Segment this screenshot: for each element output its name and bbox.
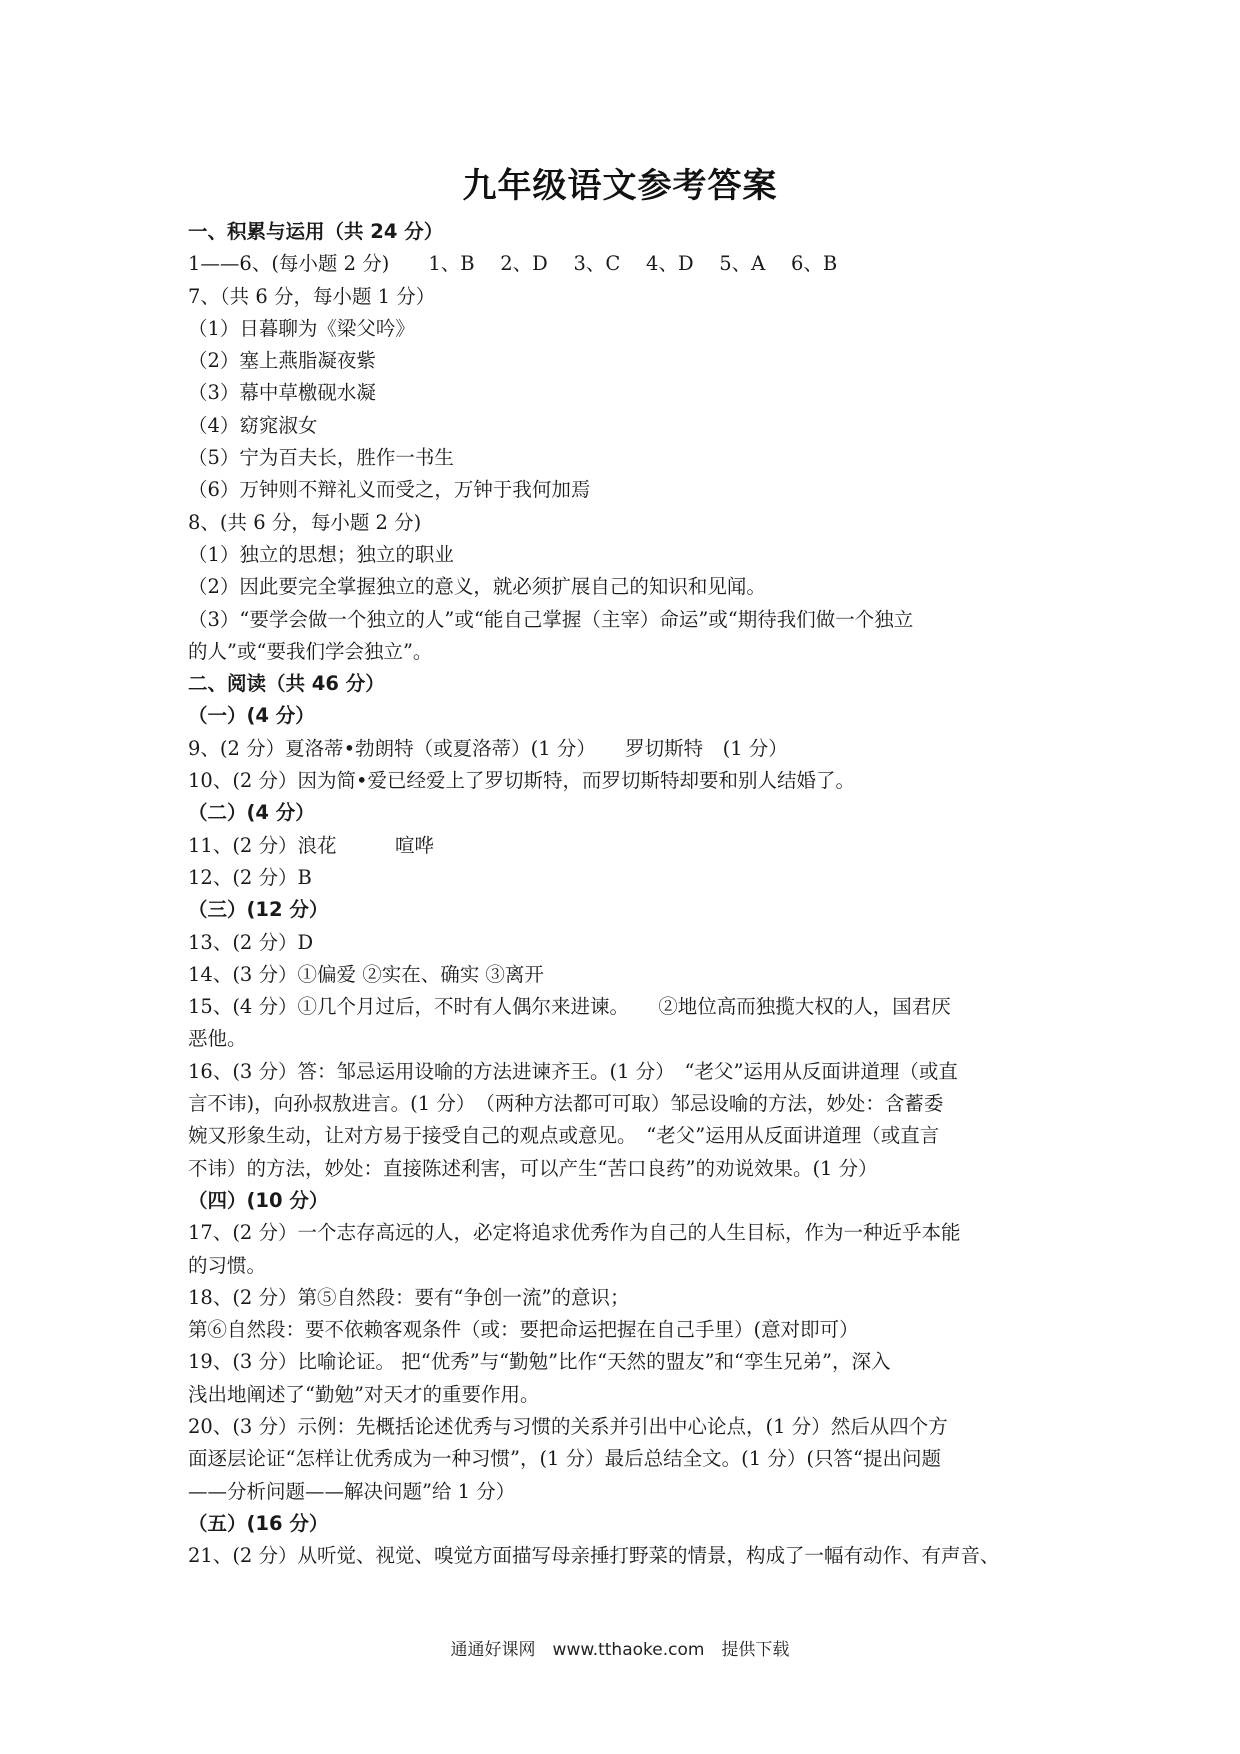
answer-line: （1）独立的思想；独立的职业 [188,542,454,566]
subsection-heading: （四）(10 分） [188,1188,329,1212]
answer-line: 14、(3 分）①偏爱 ②实在、确实 ③离开 [188,962,544,986]
answer-line: 10、(2 分）因为简•爱已经爱上了罗切斯特，而罗切斯特却要和别人结婚了。 [188,769,856,793]
answer-line: 13、(2 分）D [188,930,314,954]
answer-line: 恶他。 [188,1027,247,1051]
subsection-heading: （一）(4 分） [188,704,315,728]
answer-line: （2）因此要完全掌握独立的意义，就必须扩展自己的知识和见闻。 [188,575,766,599]
answer-line: （3）幕中草檄砚水凝 [188,381,376,405]
answer-line: （4）窈窕淑女 [188,413,318,437]
answer-line: （6）万钟则不辩礼义而受之，万钟于我何加焉 [188,478,591,502]
footer-source-note: 通通好课网 www.tthaoke.com 提供下载 [450,1640,790,1660]
section-heading: 二、阅读（共 46 分） [188,672,385,696]
subsection-heading: （五）(16 分） [188,1511,329,1535]
answer-line: 11、(2 分）浪花 喧哗 [188,833,435,857]
answer-line: 面逐层论证“怎样让优秀成为一种习惯”，(1 分）最后总结全文。(1 分）(只答“提出问题 [188,1447,941,1471]
answer-line: 言不讳)，向孙叔敖进言。(1 分） （两种方法都可可取）邹忌设喻的方法，妙处：含蓄委 [188,1092,944,1116]
answer-line: （1）日暮聊为《梁父吟》 [188,316,415,340]
answer-line: 1——6、(每小题 2 分) 1、B 2、D 3、C 4、D 5、A 6、B [188,252,838,276]
answer-line: 15、(4 分）①几个月过后，不时有人偶尔来进谏。 ②地位高而独揽大权的人，国君厌 [188,995,951,1019]
answer-line: 21、(2 分）从听觉、视觉、嗅觉方面描写母亲捶打野菜的情景，构成了一幅有动作、有声音、 [188,1544,1000,1568]
answer-line: （3）“要学会做一个独立的人”或“能自己掌握（主宰）命运”或“期待我们做一个独立 [188,607,914,631]
answer-line: ——分析问题——解决问题”给 1 分） [188,1479,516,1503]
subsection-heading: （二）(4 分） [188,801,315,825]
answer-line: 不讳）的方法，妙处：直接陈述利害，可以产生“苦口良药”的劝说效果。(1 分） [188,1156,878,1180]
answer-line: （5）宁为百夫长，胜作一书生 [188,446,454,470]
section-heading: 一、积累与运用（共 24 分） [188,220,444,243]
answer-line: 19、(3 分）比喻论证。 把“优秀”与“勤勉”比作“天然的盟友”和“孪生兄弟”，深入 [188,1350,891,1374]
answer-content [188,216,1058,1572]
answer-line: 的人”或“要我们学会独立”。 [188,639,433,663]
subsection-heading: （三）(12 分） [188,898,329,922]
answer-line: 17、(2 分）一个志存高远的人，必定将追求优秀作为自己的人生目标，作为一种近乎本能 [188,1221,961,1245]
page-title: 九年级语文参考答案 [462,166,778,206]
answer-line: （2）塞上燕脂凝夜紫 [188,349,376,373]
answer-line: 12、(2 分）B [188,865,312,889]
answer-line: 第⑥自然段：要不依赖客观条件（或：要把命运把握在自己手里）(意对即可） [188,1318,859,1342]
answer-line: 8、(共 6 分，每小题 2 分) [188,510,422,534]
answer-line: 9、(2 分）夏洛蒂•勃朗特（或夏洛蒂）(1 分） 罗切斯特 (1 分） [188,736,788,760]
answer-line: 20、(3 分）示例：先概括论述优秀与习惯的关系并引出中心论点，(1 分）然后从四个方 [188,1414,948,1438]
answer-line: 婉又形象生动，让对方易于接受自己的观点或意见。 “老父”运用从反面讲道理（或直言 [188,1124,940,1148]
answer-line: 浅出地阐述了“勤勉”对天才的重要作用。 [188,1382,540,1406]
answer-line: 16、(3 分）答：邹忌运用设喻的方法进谏齐王。(1 分） “老父”运用从反面讲道理（或直 [188,1059,958,1083]
answer-line: 的习惯。 [188,1253,267,1277]
answer-line: 7、（共 6 分，每小题 1 分） [188,284,436,308]
answer-line: 18、(2 分）第⑤自然段：要有“争创一流”的意识； [188,1285,630,1309]
